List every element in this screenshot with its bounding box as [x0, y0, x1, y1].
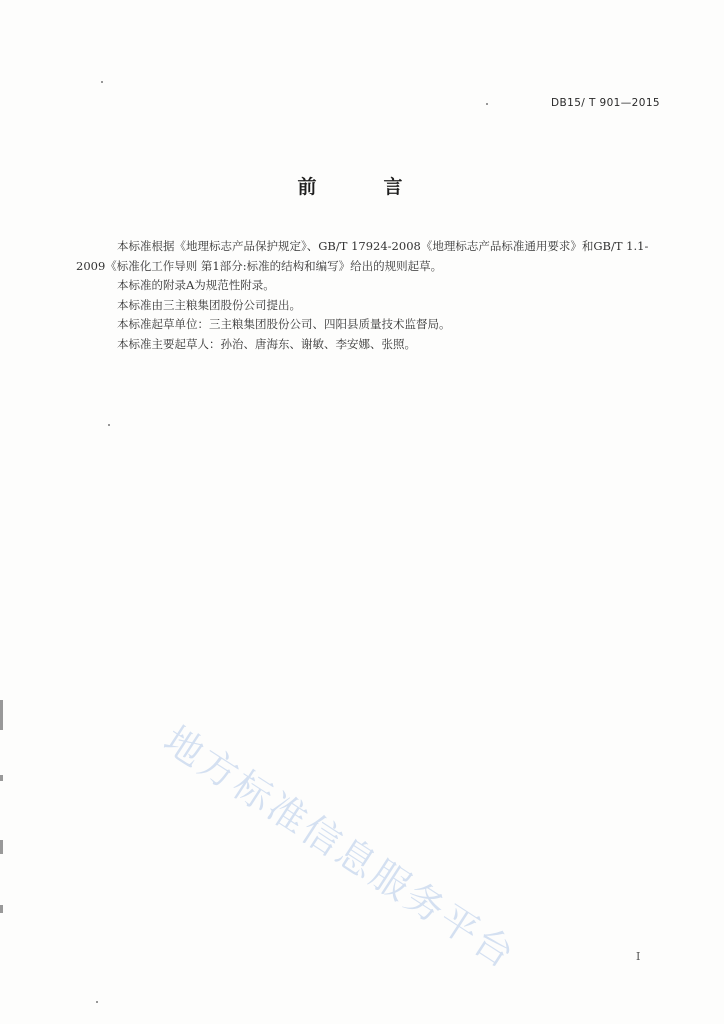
scan-edge-mark	[0, 905, 3, 913]
scan-edge-mark	[0, 775, 3, 781]
foreword-body	[76, 237, 667, 354]
scan-edge-mark	[0, 840, 3, 854]
scan-speck	[108, 424, 110, 426]
paragraph-drafting-basis: 本标准根据《地理标志产品保护规定》、GB/T 17924-2008《地理标志产品标准通用要求》和GB/T 1.1-2009《标准化工作导则 第1部分:标准的结构和编写》给出的规则起草。	[76, 239, 649, 273]
scan-speck	[96, 1001, 98, 1003]
scan-speck	[486, 103, 488, 105]
paragraph-drafting-units: 本标准起草单位：三主粮集团股份公司、四阳县质量技术监督局。	[117, 317, 451, 331]
watermark: 地方标准信息服务平台	[156, 717, 524, 978]
scan-edge-mark	[0, 700, 3, 730]
scan-speck	[101, 81, 103, 83]
page-number: I	[636, 950, 641, 963]
paragraph-appendix: 本标准的附录A为规范性附录。	[117, 278, 275, 292]
standard-code: DB15/ T 901—2015	[551, 97, 660, 109]
paragraph-proposer: 本标准由三主粮集团股份公司提出。	[117, 297, 301, 312]
paragraph-drafters: 本标准主要起草人：孙治、唐海东、谢敏、李安娜、张照。	[117, 336, 416, 351]
page-title: 前 言	[297, 176, 427, 198]
